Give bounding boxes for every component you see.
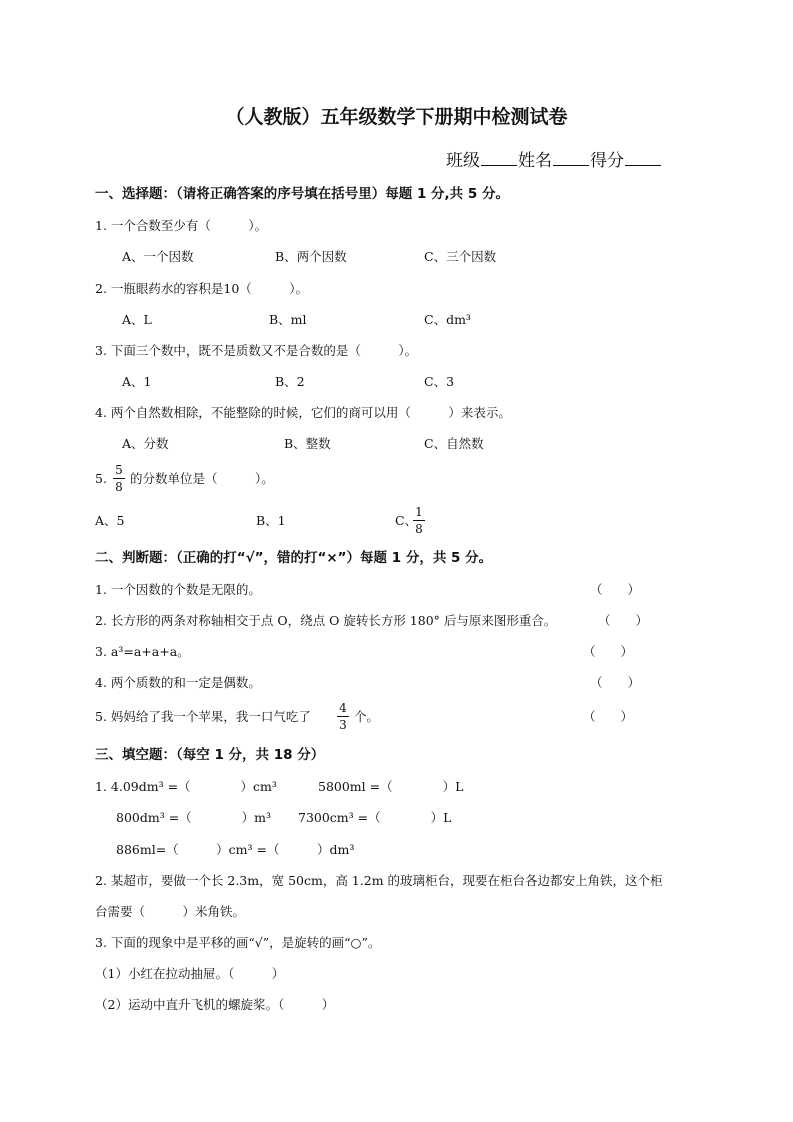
fraction-denominator: 8 [415, 522, 423, 536]
s1-q4-option-b: B、整数 [284, 436, 331, 451]
score-blank[interactable] [625, 147, 661, 166]
fraction-numerator: 1 [415, 505, 423, 519]
name-label: 姓名 [518, 151, 552, 171]
s2-q1-answer[interactable]: （ ） [590, 582, 641, 597]
s1-q5-number: 5. [95, 471, 107, 486]
student-info [446, 147, 662, 173]
s1-q5-option-a: A、5 [95, 513, 125, 528]
s2-q4-text: 4. 两个质数的和一定是偶数。 [95, 675, 261, 690]
s2-q5-answer[interactable]: （ ） [583, 709, 634, 724]
s2-q1-text: 1. 一个因数的个数是无限的。 [95, 582, 261, 597]
s1-q5-option-b: B、1 [256, 513, 286, 528]
s1-q2-option-a: A、L [122, 312, 152, 327]
s3-q1-part-b: 5800ml =（ ）L [318, 779, 464, 794]
s3-q1-part-a: 1. 4.09dm³ =（ ）cm³ [95, 779, 277, 794]
s2-q2-text: 2. 长方形的两条对称轴相交于点 O，绕点 O 旋转长方形 180° 后与原来图形重合。 [95, 613, 557, 628]
s1-q1-option-b: B、两个因数 [275, 249, 347, 264]
s3-q1-part-d: 7300cm³ =（ ）L [298, 810, 452, 825]
s1-q1-option-a: A、一个因数 [122, 249, 194, 264]
s2-q5-text: 5. 妈妈给了我一个苹果，我一口气吃了 [95, 709, 311, 724]
name-blank[interactable] [553, 147, 589, 166]
s1-q1-option-c: C、三个因数 [424, 249, 497, 264]
s1-q3-option-b: B、2 [275, 374, 305, 389]
page-title: （人教版）五年级数学下册期中检测试卷 [225, 106, 568, 128]
s1-q5-text: 的分数单位是（ ）。 [130, 471, 274, 486]
section1-heading: 一、选择题：（请将正确答案的序号填在括号里）每题 1 分,共 5 分。 [95, 186, 509, 202]
s2-q5-fraction [337, 701, 349, 732]
s3-q2-text-cont: 台需要（ ）米角铁。 [95, 904, 246, 919]
s1-q2-option-c: C、dm³ [424, 312, 471, 327]
s1-q4-option-c: C、自然数 [424, 436, 484, 451]
section3-heading: 三、填空题：（每空 1 分，共 18 分） [95, 747, 325, 763]
section2-heading: 二、判断题：（正确的打“√”，错的打“×”）每题 1 分，共 5 分。 [95, 550, 493, 566]
s2-q4-answer[interactable]: （ ） [590, 675, 641, 690]
fraction-numerator: 4 [339, 701, 347, 715]
fraction-denominator: 3 [339, 718, 347, 732]
s1-q3-text: 3. 下面三个数中，既不是质数又不是合数的是（ ）。 [95, 343, 418, 358]
score-label: 得分 [590, 151, 624, 171]
s2-q2-answer[interactable]: （ ） [598, 613, 649, 628]
s1-q5-fraction [113, 463, 125, 494]
s3-q1-part-e: 886ml=（ ）cm³ =（ ）dm³ [116, 842, 355, 857]
s2-q3-text: 3. a³=a+a+a。 [95, 644, 190, 659]
s3-q2-text: 2. 某超市，要做一个长 2.3m，宽 50cm，高 1.2m 的玻璃柜台，现要在柜台各边都安上角铁，这个柜 [95, 873, 663, 888]
s1-q3-option-a: A、1 [122, 374, 152, 389]
s1-q4-option-a: A、分数 [122, 436, 169, 451]
fraction-denominator: 8 [115, 480, 123, 494]
s1-q2-option-b: B、ml [269, 312, 307, 327]
s1-q3-option-c: C、3 [424, 374, 455, 389]
s1-q4-text: 4. 两个自然数相除，不能整除的时候，它们的商可以用（ ）来表示。 [95, 405, 511, 420]
s2-q3-answer[interactable]: （ ） [583, 644, 634, 659]
class-blank[interactable] [481, 147, 517, 166]
s1-q5-option-c: C、 [395, 513, 418, 528]
s1-q1-text: 1. 一个合数至少有（ ）。 [95, 218, 268, 233]
class-label: 班级 [446, 151, 480, 171]
s1-q5-option-c-fraction [413, 505, 425, 536]
fraction-numerator: 5 [115, 463, 123, 477]
s2-q5-text-end: 个。 [354, 709, 380, 724]
s3-q3-item-1: （1）小红在拉动抽屉。（ ） [95, 966, 285, 981]
s3-q3-text: 3. 下面的现象中是平移的画“√”，是旋转的画“○”。 [95, 935, 381, 950]
s3-q3-item-2: （2）运动中直升飞机的螺旋桨。（ ） [95, 997, 335, 1012]
s1-q2-text: 2. 一瓶眼药水的容积是10（ ）。 [95, 281, 309, 296]
s3-q1-part-c: 800dm³ =（ ）m³ [116, 810, 272, 825]
